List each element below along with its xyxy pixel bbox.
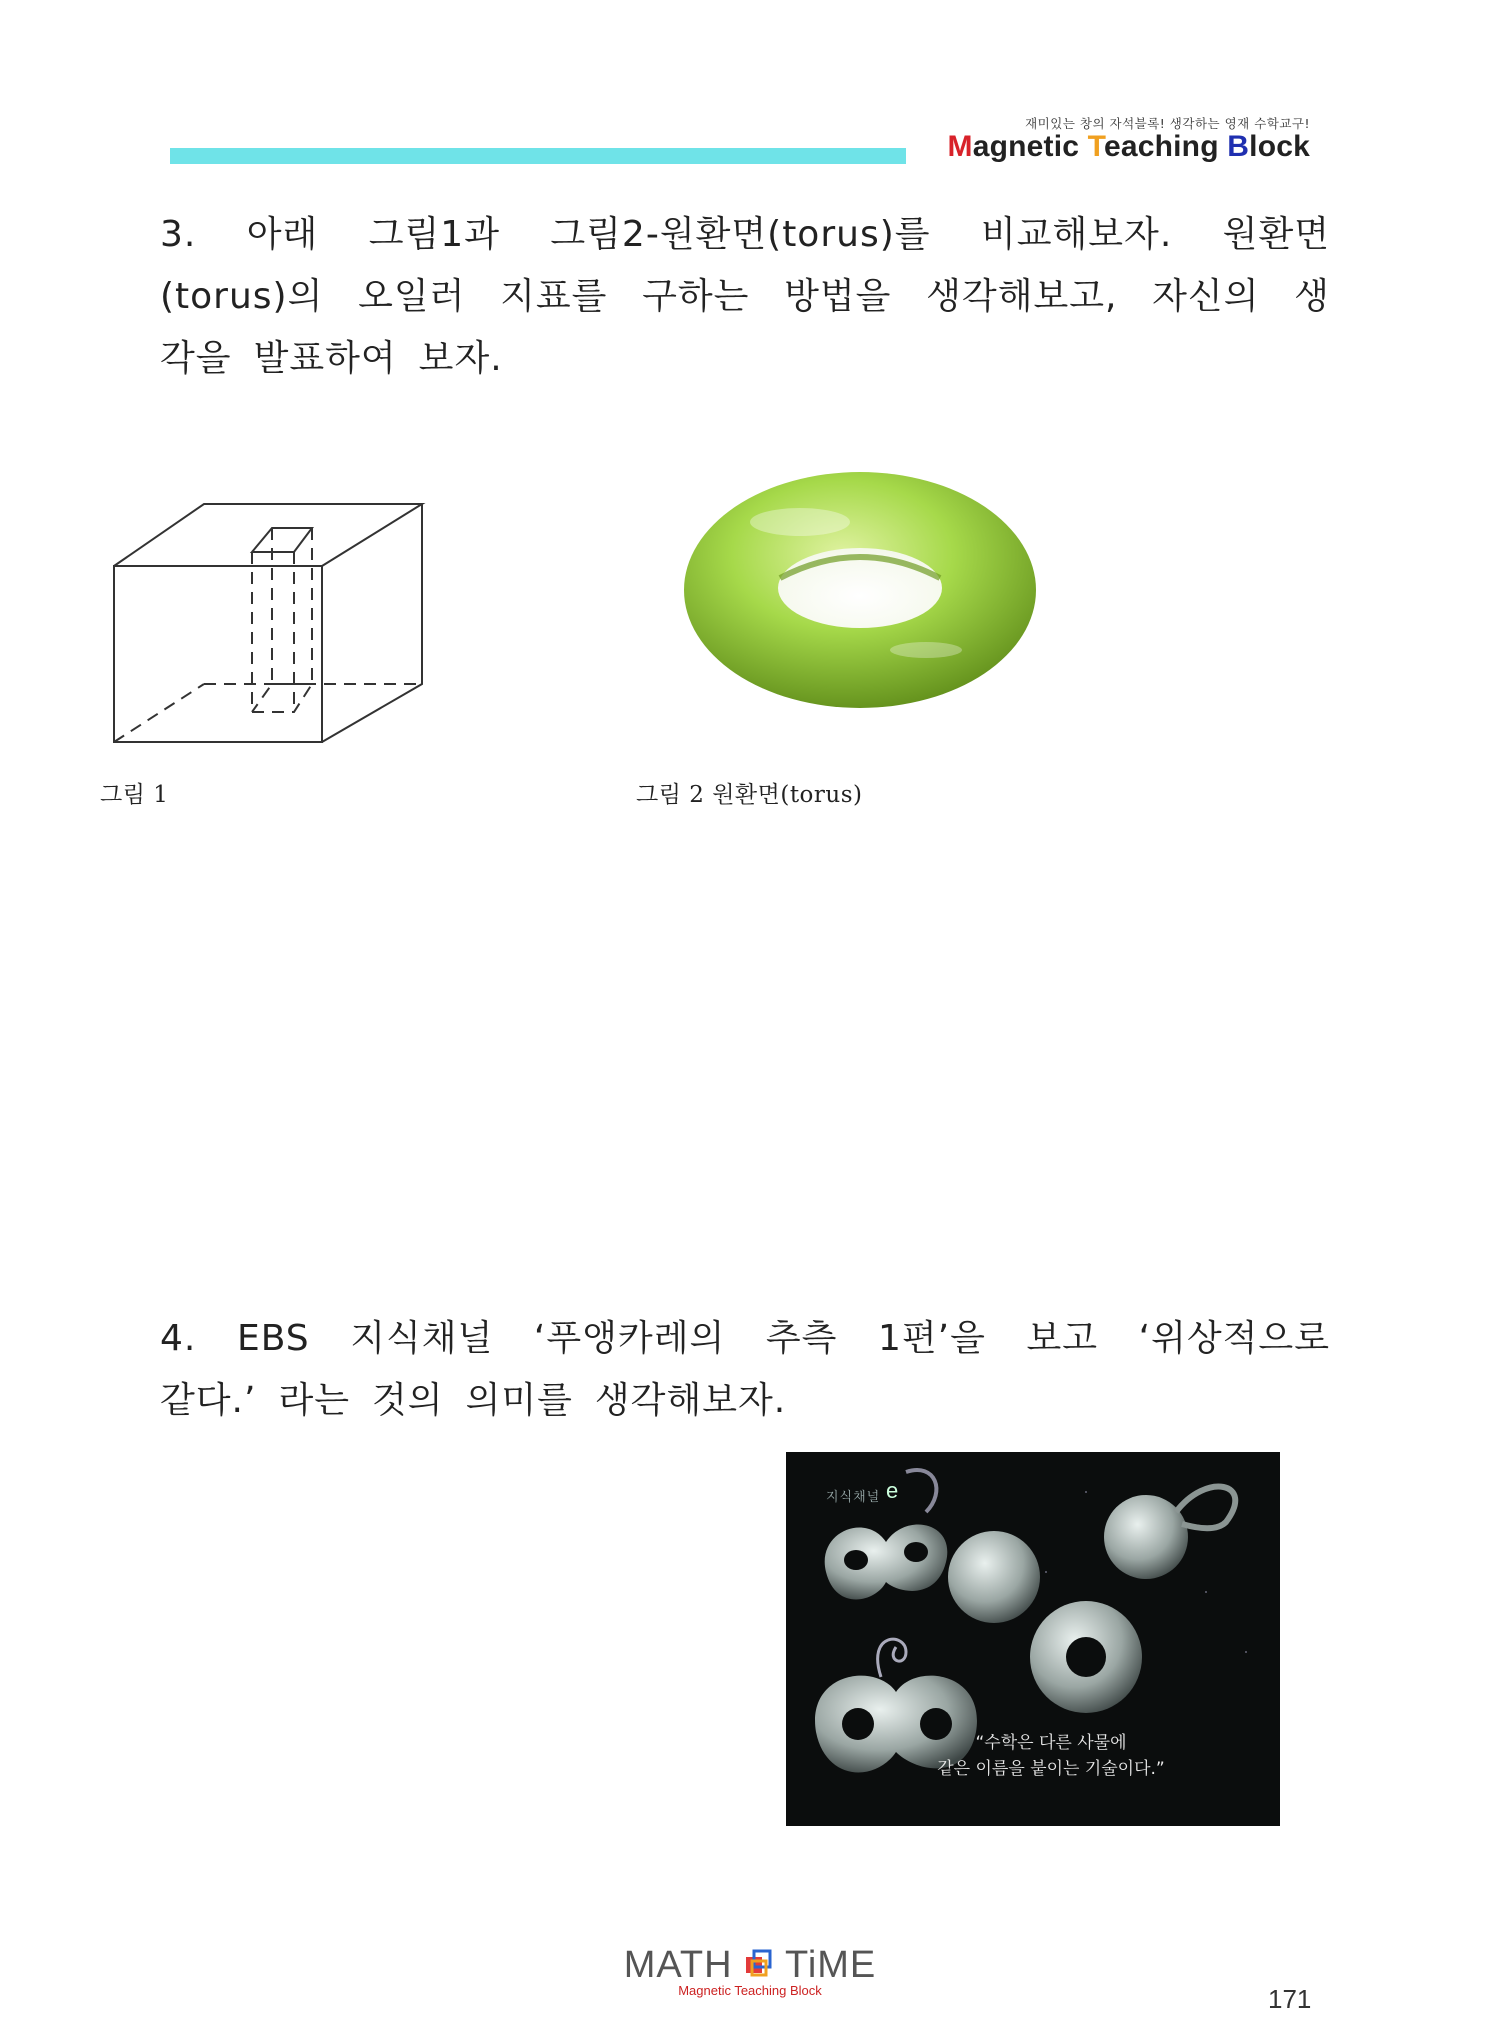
question3-word: 아래: [246, 214, 319, 255]
question4-word: 보고: [1026, 1318, 1099, 1359]
question3-word: 비교해보자.: [980, 214, 1173, 255]
question3-line-2: [160, 266, 1330, 328]
question4-word: 4.: [160, 1318, 197, 1359]
page-number: 171: [1268, 1984, 1312, 2014]
torus-white: [1030, 1601, 1142, 1713]
question-3: [160, 204, 1330, 390]
question3-word: 지표를: [500, 276, 608, 317]
question3-word: 오일러: [358, 276, 466, 317]
ebs-logo-icon: e: [886, 1478, 899, 1503]
question3-word: 각을: [160, 338, 232, 379]
question4-line-2: [160, 1370, 1330, 1432]
question3-word: 3.: [160, 214, 197, 255]
header-accent-bar: [170, 148, 906, 164]
brand-word-block: lock: [1249, 130, 1310, 163]
question3-word: 보자.: [418, 338, 503, 379]
question3-word: 원환면: [1222, 214, 1330, 255]
footer-logo-time: TiME: [785, 1944, 877, 1986]
brand-letter-b: B: [1227, 130, 1250, 163]
header-tagline: 재미있는 창의 자석블록! 생각하는 영재 수학교구!: [1025, 116, 1310, 131]
ebs-quote: [936, 1730, 1166, 1782]
brand-letter-m: M: [947, 130, 973, 163]
question3-word: 발표하여: [253, 338, 397, 379]
question4-word: 지식채널: [350, 1318, 494, 1359]
figure-2-caption: 그림 2 원환면(torus): [636, 782, 863, 808]
question3-word: 구하는: [642, 276, 750, 317]
question3-word: (torus)의: [160, 276, 324, 317]
cube-front-face: [114, 566, 322, 742]
cube-hole-opening: [252, 528, 312, 552]
question4-word: 생각해보자.: [594, 1380, 787, 1421]
question3-word: 생: [1294, 276, 1330, 317]
footer-logo-subtitle: Magnetic Teaching Block: [678, 1983, 822, 1998]
question4-word: 1편’을: [878, 1318, 986, 1359]
cube-logo-icon: [744, 1949, 774, 1979]
question4-word: EBS: [236, 1318, 310, 1359]
sphere-with-handle: [1104, 1487, 1235, 1579]
question3-word: 자신의: [1152, 276, 1260, 317]
footer-logo: [620, 1944, 880, 1998]
question4-word: 의미를: [465, 1380, 573, 1421]
brand-letter-t: T: [1087, 130, 1104, 163]
question3-word: 그림2-원환면(torus)를: [550, 214, 931, 255]
question3-line-1: [160, 204, 1330, 266]
brand-word-magnetic: agnetic: [972, 130, 1088, 163]
figure-2-torus: [670, 440, 1050, 740]
question-4: [160, 1308, 1330, 1432]
question4-line-1: [160, 1308, 1330, 1370]
brand-title: [900, 130, 1310, 164]
figure-1-caption: 그림 1: [100, 782, 169, 808]
figure-1-cube-with-hole: [100, 488, 440, 758]
question4-word: 같다.’: [160, 1380, 257, 1421]
footer-logo-math: MATH: [623, 1944, 733, 1986]
ebs-quote-line-1: “수학은 다른 사물에: [975, 1733, 1127, 1753]
ebs-quote-line-2: 같은 이름을 붙이는 기술이다.”: [937, 1759, 1165, 1779]
sphere-center: [948, 1531, 1040, 1623]
ebs-video-still: [786, 1452, 1280, 1826]
question3-word: 방법을: [784, 276, 892, 317]
question3-word: 그림1과: [368, 214, 500, 255]
question4-word: 것의: [372, 1380, 444, 1421]
question3-line-3: [160, 328, 1330, 390]
question4-word: 추측: [765, 1318, 838, 1359]
brand-word-teaching: eaching: [1103, 130, 1228, 163]
question3-word: 생각해보고,: [926, 276, 1118, 317]
question4-word: ‘위상적으로: [1138, 1318, 1330, 1359]
ebs-channel-label: 지식채널: [826, 1490, 881, 1505]
question4-word: ‘푸앵카레의: [533, 1318, 726, 1359]
question4-word: 라는: [278, 1380, 351, 1421]
